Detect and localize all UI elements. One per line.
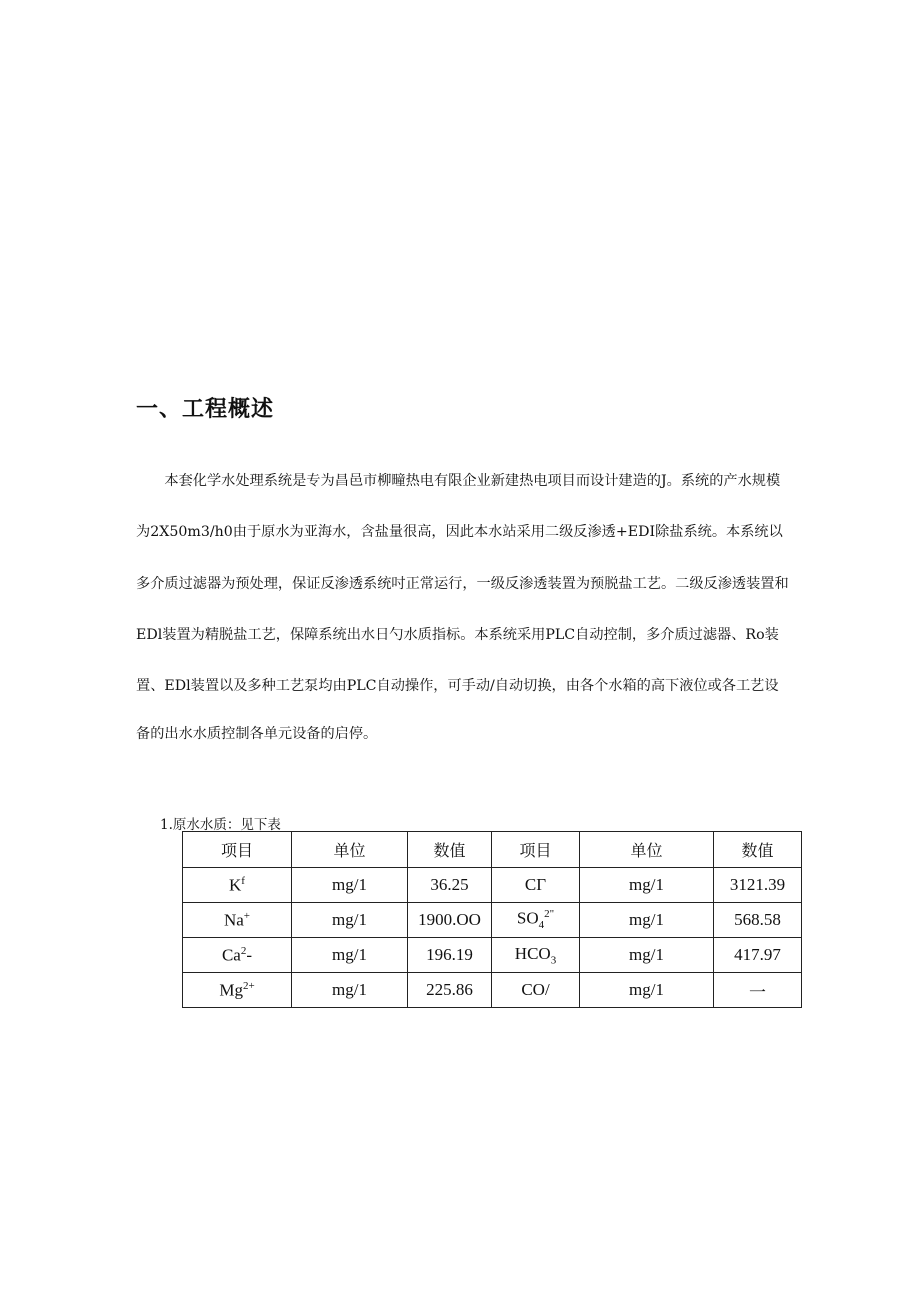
ion-cell	[492, 868, 580, 903]
water-quality-table	[182, 831, 802, 1008]
value-cell: 225.86	[408, 973, 492, 1008]
ion-symbol: Na	[223, 910, 244, 930]
overview-line-6: 备的出水水质控制各单元设备的启停。	[136, 726, 378, 742]
ion-charge: 2+	[242, 979, 255, 992]
ion-cell	[492, 973, 580, 1008]
value-cell: 417.97	[714, 938, 802, 973]
ion-charge: 2	[240, 944, 247, 957]
header-cell: 单位	[580, 832, 714, 868]
unit-cell: mg/1	[292, 868, 408, 903]
unit-cell: mg/1	[292, 903, 408, 938]
unit-cell: mg/1	[292, 973, 408, 1008]
value-cell: 1900.OO	[408, 903, 492, 938]
overview-line-5: 置、EDl装置以及多种工艺泵均由PLC自动操作，可手动/自动切换，由各个水箱的高下液位或各工艺设	[136, 678, 779, 694]
ion-cell	[183, 868, 292, 903]
ion-cell	[492, 903, 580, 938]
ion-charge: +	[243, 909, 251, 922]
unit-cell: mg/1	[580, 868, 714, 903]
value-cell: 568.58	[714, 903, 802, 938]
table-row	[183, 868, 802, 903]
header-cell: 单位	[292, 832, 408, 868]
overview-line-4: EDl装置为精脱盐工艺，保障系统出水日勺水质指标。本系统采用PLC自动控制，多介质过滤器、Ro装	[136, 627, 779, 643]
header-cell: 数值	[408, 832, 492, 868]
table-caption: 1.原水水质：见下表	[160, 817, 281, 833]
table-row	[183, 973, 802, 1008]
table-row	[183, 903, 802, 938]
header-cell: 项目	[492, 832, 580, 868]
ion-cell	[183, 903, 292, 938]
header-cell: 数值	[714, 832, 802, 868]
ion-symbol: HCO	[514, 943, 551, 963]
unit-cell: mg/1	[580, 903, 714, 938]
value-cell: 36.25	[408, 868, 492, 903]
ion-symbol: SO	[516, 909, 539, 929]
ion-cell	[183, 938, 292, 973]
ion-charge-tail: -	[246, 945, 253, 965]
ion-symbol: K	[229, 875, 242, 895]
unit-cell: mg/1	[292, 938, 408, 973]
overview-line-3: 多介质过滤器为预处理，保证反渗透系统吋正常运行，一级反渗透装置为预脱盐工艺。二级反渗透装置和	[136, 576, 789, 592]
value-cell: 3121.39	[714, 868, 802, 903]
ion-symbol: CΓ	[524, 875, 547, 894]
table-header-row	[183, 832, 802, 868]
section-heading: 一、工程概述	[136, 397, 275, 422]
value-cell: 一	[714, 973, 802, 1008]
ion-symbol: Mg	[219, 980, 243, 1000]
overview-line-1: 本套化学水处理系统是专为昌邑市柳疃热电有限企业新建热电项目而设计建造的J。系统的产水规模	[136, 473, 781, 489]
unit-cell: mg/1	[580, 938, 714, 973]
table-row	[183, 938, 802, 973]
ion-subscript: 4	[538, 919, 545, 932]
value-cell: 196.19	[408, 938, 492, 973]
overview-line-2: 为2X50m3/h0由于原水为亚海水，含盐量很高，因此本水站采用二级反渗透+EDI除盐系统。本系统以	[136, 524, 783, 540]
unit-cell: mg/1	[580, 973, 714, 1008]
ion-subscript: 3	[550, 954, 557, 967]
ion-charge: 2"	[544, 908, 555, 921]
ion-cell	[183, 973, 292, 1008]
ion-charge: f	[241, 874, 245, 887]
ion-symbol: CO/	[521, 980, 550, 999]
ion-cell	[492, 938, 580, 973]
header-cell: 项目	[183, 832, 292, 868]
ion-symbol: Ca	[221, 945, 241, 965]
